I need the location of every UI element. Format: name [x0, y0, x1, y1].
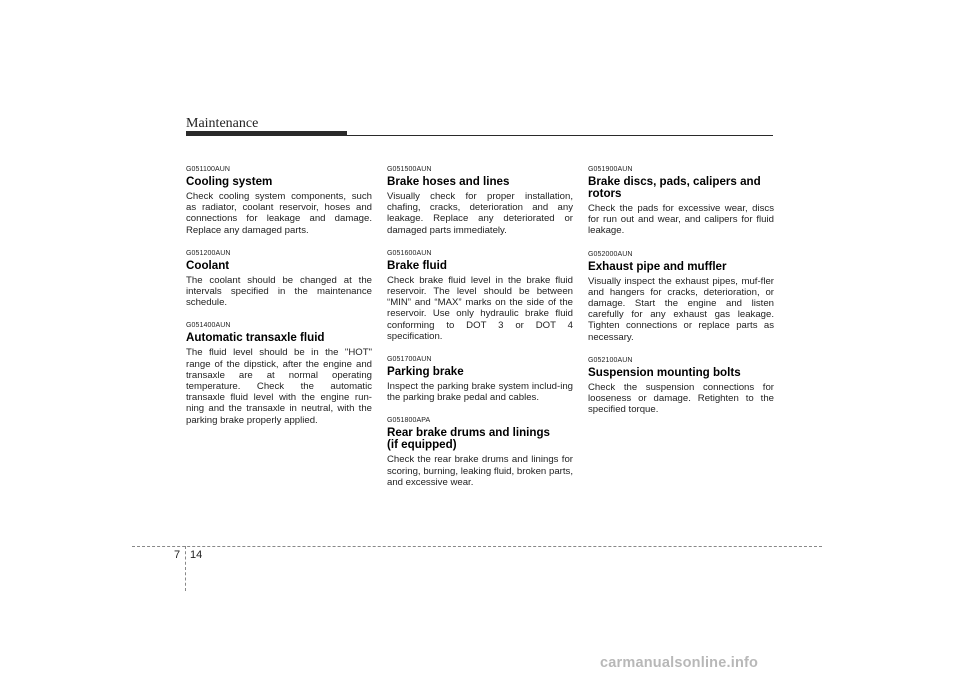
- column-2: [387, 166, 573, 502]
- watermark-text: carmanualsonline.info: [600, 655, 759, 671]
- section-body: Check cooling system components, such as radiator, coolant reservoir, hoses and connections for leakage and damage. Replace any damaged parts.: [186, 191, 372, 236]
- section-heading: Automatic transaxle fluid: [186, 331, 325, 345]
- section-body: Check the rear brake drums and linings for scoring, burning, leaking fluid, broken parts, and excessive wear.: [387, 454, 573, 488]
- footer-divider: [185, 546, 186, 591]
- section-heading: Coolant: [186, 258, 230, 272]
- section-parking-brake: [387, 356, 573, 403]
- section-heading: Parking brake: [387, 365, 464, 379]
- section-code: G051700AUN: [387, 356, 432, 364]
- section-automatic-transaxle-fluid: [186, 322, 372, 425]
- section-body: Check brake fluid level in the brake fluid reservoir. The level should be between “MIN” and “MAX” marks on the side of the reservoir. Use only hydraulic brake fluid conforming to DOT 3 or DOT 4 specification.: [387, 274, 573, 342]
- section-code: G052100AUN: [588, 356, 633, 364]
- footer-rule: [132, 546, 822, 547]
- column-1: [186, 166, 372, 440]
- section-heading: Exhaust pipe and muffler: [588, 259, 727, 273]
- section-heading: Suspension mounting bolts: [588, 365, 741, 379]
- section-body: Visually check for proper installation, chafing, cracks, deterioration and any leakage. Replace any deteriorated or damaged parts immediately.: [387, 191, 573, 236]
- section-brake-hoses-and-lines: [387, 166, 573, 236]
- section-body: Check the pads for excessive wear, discs for run out and wear, and calipers for fluid leakage.: [588, 203, 774, 237]
- section-brake-fluid: [387, 250, 573, 342]
- section-suspension-bolts: [588, 357, 774, 416]
- section-code: G051900AUN: [588, 166, 633, 173]
- column-3: [588, 166, 774, 429]
- header-rule: [186, 135, 773, 136]
- section-code: G051200AUN: [186, 249, 231, 257]
- section-body: Check the suspension connections for looseness or damage. Retighten to the specified torque.: [588, 381, 774, 416]
- section-code: G052000AUN: [588, 250, 633, 258]
- section-code: G051400AUN: [186, 322, 231, 330]
- section-body: The fluid level should be in the "HOT" range of the dipstick, after the engine and transaxle are at normal operating temperature. Check the automatic transaxle fluid level with the engine run-ning and the transaxle in neutral, with the parking brake properly applied.: [186, 347, 372, 426]
- section-body: The coolant should be changed at the intervals specified in the maintenance schedule.: [186, 274, 372, 309]
- section-heading: Brake hoses and lines: [387, 175, 510, 188]
- section-body: Visually inspect the exhaust pipes, muf-fler and hangers for cracks, deterioration, or damage. Start the engine and listen carefully for any exhaust gas leakage. Tighten connections or replace parts as necessary.: [588, 275, 774, 343]
- section-brake-discs: [588, 166, 774, 237]
- page-number: 14: [190, 549, 203, 561]
- section-code: G051500AUN: [387, 166, 432, 173]
- section-coolant: [186, 250, 372, 309]
- section-cooling-system: [186, 166, 372, 236]
- section-body: Inspect the parking brake system includ-ing the parking brake pedal and cables.: [387, 381, 573, 404]
- section-code: G051800APA: [387, 417, 431, 425]
- section-heading: Brake discs, pads, calipers and rotors: [588, 175, 761, 200]
- section-code: G051600AUN: [387, 249, 432, 257]
- section-heading: Rear brake drums and linings (if equipped): [387, 426, 551, 452]
- header-title: Maintenance: [186, 116, 259, 131]
- section-heading: Brake fluid: [387, 258, 447, 272]
- chapter-number: 7: [174, 549, 181, 561]
- section-heading: Cooling system: [186, 175, 273, 188]
- section-exhaust-pipe: [588, 251, 774, 343]
- section-code: G051100AUN: [186, 166, 231, 173]
- section-rear-brake-drums: [387, 417, 573, 488]
